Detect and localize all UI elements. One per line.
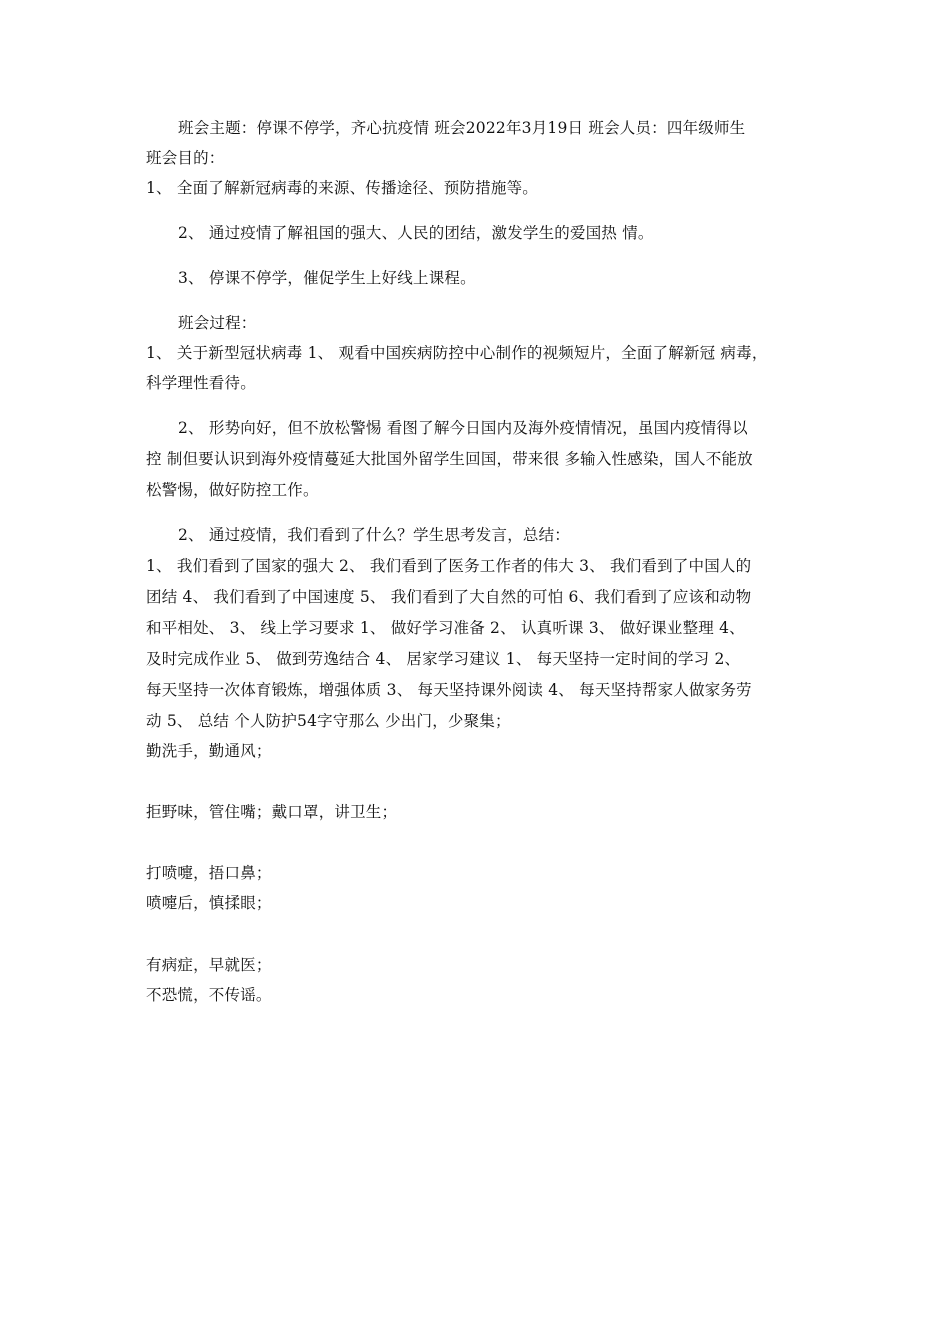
rhyme-line-2: 拒野味，管住嘴；戴口罩，讲卫生； xyxy=(146,803,398,821)
process-paragraph-3-line-3: 团结 4、 我们看到了中国速度 5、 我们看到了大自然的可怕 6、我们看到了应该和动物 xyxy=(146,588,752,606)
rhyme-line-5: 有病症，早就医； xyxy=(146,956,272,974)
purpose-item-3: 3、 停课不停学，催促学生上好线上课程。 xyxy=(178,269,476,287)
process-paragraph-3-line-4: 和平相处、 3、 线上学习要求 1、 做好学习准备 2、 认真听课 3、 做好课业整理 4、 xyxy=(146,619,745,637)
rhyme-line-6: 不恐慌，不传谣。 xyxy=(146,986,272,1004)
rhyme-line-3: 打喷嚏，捂口鼻； xyxy=(146,864,272,882)
process-paragraph-3-line-1: 2、 通过疫情，我们看到了什么？学生思考发言，总结： xyxy=(178,526,570,544)
process-paragraph-1-line-2: 科学理性看待。 xyxy=(146,374,256,392)
meeting-header-line: 班会主题：停课不停学，齐心抗疫情 班会2022年3月19日 班会人员：四年级师生 xyxy=(178,119,746,137)
process-paragraph-3-line-2: 1、 我们看到了国家的强大 2、 我们看到了医务工作者的伟大 3、 我们看到了中国人的 xyxy=(146,557,752,575)
purpose-item-2: 2、 通过疫情了解祖国的强大、人民的团结，激发学生的爱国热 情。 xyxy=(178,224,654,242)
purpose-heading: 班会目的： xyxy=(146,149,225,167)
rhyme-line-4: 喷嚏后，慎揉眼； xyxy=(146,894,272,912)
process-heading: 班会过程： xyxy=(178,314,257,332)
process-paragraph-2-line-2: 控 制但要认识到海外疫情蔓延大批国外留学生回国，带来很 多输入性感染，国人不能放 xyxy=(146,450,753,468)
process-paragraph-2-line-1: 2、 形势向好，但不放松警惕 看图了解今日国内及海外疫情情况，虽国内疫情得以 xyxy=(178,419,748,437)
process-paragraph-3-line-7: 动 5、 总结 个人防护54字守那么 少出门，少聚集； xyxy=(146,712,511,730)
rhyme-line-1: 勤洗手，勤通风； xyxy=(146,742,272,760)
process-paragraph-2-line-3: 松警惕，做好防控工作。 xyxy=(146,481,319,499)
purpose-item-1: 1、 全面了解新冠病毒的来源、传播途径、预防措施等。 xyxy=(146,179,538,197)
process-paragraph-3-line-5: 及时完成作业 5、 做到劳逸结合 4、 居家学习建议 1、 每天坚持一定时间的学习 2、 xyxy=(146,650,741,668)
process-paragraph-3-line-6: 每天坚持一次体育锻炼，增强体质 3、 每天坚持课外阅读 4、 每天坚持帮家人做家务劳 xyxy=(146,681,752,699)
process-paragraph-1-line-1: 1、 关于新型冠状病毒 1、 观看中国疾病防控中心制作的视频短片，全面了解新冠 病毒， xyxy=(146,344,768,362)
